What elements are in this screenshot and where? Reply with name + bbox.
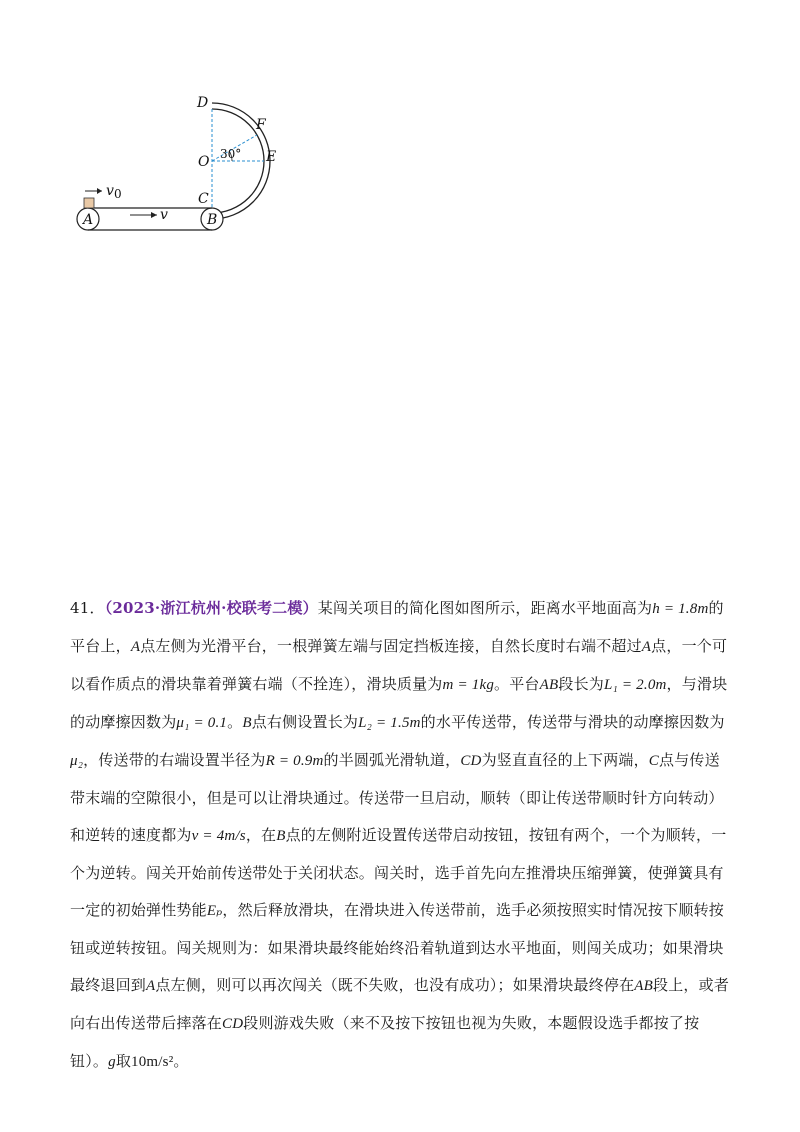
text-seg: 的平台上， xyxy=(70,599,724,655)
math-b: B xyxy=(242,715,252,731)
label-angle: 30° xyxy=(220,147,242,161)
math-v: v = 4m/s xyxy=(191,828,246,844)
math-m: m = 1kg xyxy=(442,677,495,693)
text-seg: ，在 xyxy=(245,826,277,844)
problem-text xyxy=(70,590,732,1081)
math-cd: CD xyxy=(222,1016,244,1032)
text-seg: 点，一个可以看作质点的滑块靠着弹簧右端（不拴连），滑块质量为 xyxy=(70,637,728,693)
math-l1: L₁ = 2.0m xyxy=(603,677,667,693)
math-mu2: μ₂ xyxy=(70,753,84,769)
math-b: B xyxy=(276,828,286,844)
math-ab: AB xyxy=(539,677,559,693)
label-f: F xyxy=(256,117,266,133)
label-d: D xyxy=(197,95,209,111)
math-mu1: μ₁ = 0.1 xyxy=(176,715,228,731)
math-c: C xyxy=(648,753,660,769)
label-v0: v xyxy=(106,183,114,199)
text-seg: ，与滑块的动摩擦因数为 xyxy=(70,675,728,731)
problem-paragraph xyxy=(70,590,732,1081)
text-seg: ，然后释放滑块，在滑块进入传送带前，选手必须按照实时情况按下顺转按钮或逆转按钮。闯关规则为：如果滑块最终能始终沿着轨道到达水平地面，则闯关成功；如果滑块最终退回到 xyxy=(70,901,724,994)
math-a: A xyxy=(641,639,652,655)
problem-number: 41． xyxy=(70,599,105,617)
text-seg: 。平台 xyxy=(494,675,540,693)
math-g-value: 10m/s² xyxy=(131,1054,174,1070)
label-e: E xyxy=(266,149,277,165)
label-v: v xyxy=(160,207,168,223)
text-seg: 。 xyxy=(227,713,243,731)
text-seg: 点右侧设置长为 xyxy=(251,713,359,731)
text-seg: 。 xyxy=(173,1052,189,1070)
math-a: A xyxy=(130,639,141,655)
text-seg: 点左侧为光滑平台，一根弹簧左端与固定挡板连接，自然长度时右端不超过 xyxy=(140,637,642,655)
slider-block xyxy=(84,198,94,208)
math-g: g xyxy=(108,1054,116,1070)
label-a: A xyxy=(83,212,94,228)
problem-source: （2023·浙江杭州·校联考二模） xyxy=(104,599,318,617)
v-arrowhead xyxy=(151,212,157,218)
text-seg: 段长为 xyxy=(558,675,604,693)
label-o: O xyxy=(198,154,210,170)
text-seg: 段则游戏失败（来不及按下按钮也视为失败，本题假设选手都按了按钮）。 xyxy=(70,1014,700,1070)
text-seg: 的水平传送带，传送带与滑块的动摩擦因数为 xyxy=(420,713,725,731)
label-b: B xyxy=(207,212,218,228)
label-c: C xyxy=(198,191,209,207)
math-a: A xyxy=(146,978,156,994)
math-l2: L₂ = 1.5m xyxy=(358,715,421,731)
text-seg: 点的左侧附近设置传送带启动按钮，按钮有两个，一个为顺转，一个为逆转。闯关开始前传送带处于关闭状态。闯关时，选手首先向左推滑块压缩弹簧，使弹簧具有一定的初始弹性势能 xyxy=(70,826,727,919)
text-seg: 段上，或者向右出传送带后摔落在 xyxy=(70,976,730,1032)
text-seg: ，传送带的右端设置半径为 xyxy=(83,751,266,769)
math-r: R = 0.9m xyxy=(265,753,324,769)
text-seg: 点与传送带末端的空隙很小，但是可以让滑块通过。传送带一旦启动，顺转（即让传送带顺时针方向转动）和逆转的速度都为 xyxy=(70,751,724,844)
text-seg: 某闯关项目的简化图如图所示，距离水平地面高为 xyxy=(317,599,653,617)
text-seg: 点左侧，则可以再次闯关（既不失败，也没有成功）；如果滑块最终停在 xyxy=(155,976,635,994)
math-ab: AB xyxy=(634,978,654,994)
physics-diagram xyxy=(60,85,300,245)
math-h: h = 1.8m xyxy=(652,601,709,617)
v0-arrowhead xyxy=(97,188,102,194)
math-ep: Eₚ xyxy=(206,903,223,919)
text-seg: 取 xyxy=(115,1052,132,1070)
math-cd: CD xyxy=(460,753,482,769)
label-v0-sub: 0 xyxy=(114,187,122,201)
text-seg: 为竖直直径的上下两端， xyxy=(481,751,649,769)
text-seg: 的半圆弧光滑轨道， xyxy=(323,751,461,769)
